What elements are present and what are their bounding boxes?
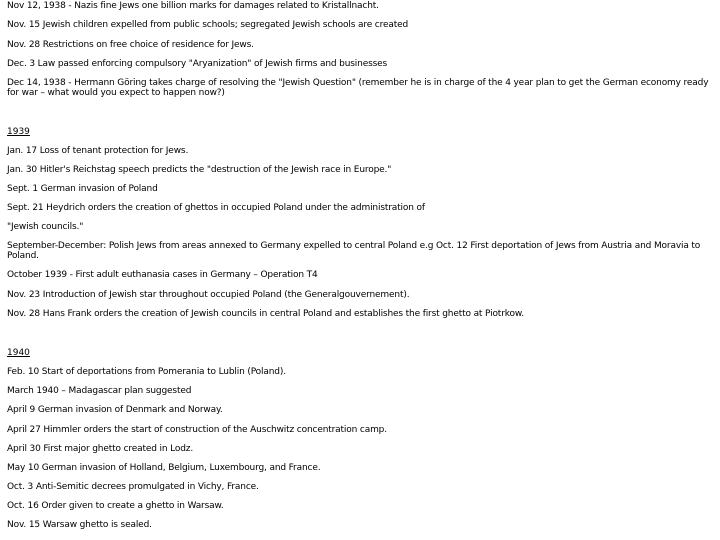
timeline-entry: Nov 12, 1938 - Nazis fine Jews one billion marks for damages related to Kristallnacht.: [7, 1, 379, 11]
timeline-entry: Feb. 10 Start of deportations from Pomerania to Lublin (Poland).: [7, 367, 286, 377]
timeline-entry: Sept. 1 German invasion of Poland: [7, 184, 158, 194]
timeline-entry: Nov. 15 Warsaw ghetto is sealed.: [7, 520, 152, 530]
timeline-entry: May 10 German invasion of Holland, Belgium, Luxembourg, and France.: [7, 463, 321, 473]
timeline-entry: Nov. 28 Restrictions on free choice of residence for Jews.: [7, 40, 254, 50]
timeline-entry: Dec. 3 Law passed enforcing compulsory "Aryanization" of Jewish firms and businesses: [7, 59, 388, 69]
timeline-entry: Oct. 3 Anti-Semitic decrees promulgated in Vichy, France.: [7, 482, 259, 492]
timeline-entry: Oct. 16 Order given to create a ghetto in Warsaw.: [7, 501, 224, 511]
timeline-entry: October 1939 - First adult euthanasia cases in Germany – Operation T4: [7, 270, 318, 280]
timeline-entry: Jan. 30 Hitler's Reichstag speech predicts the "destruction of the Jewish race in Europe.": [7, 165, 392, 175]
timeline-entry: "Jewish councils.": [7, 222, 84, 232]
timeline-entry: April 27 Himmler orders the start of construction of the Auschwitz concentration camp.: [7, 425, 387, 435]
timeline-entry: March 1940 – Madagascar plan suggested: [7, 386, 192, 396]
timeline-entry: September-December: Polish Jews from areas annexed to Germany expelled to central Poland e.g Oct. 12 First deportation of Jews from Austria and Moravia to Poland.: [7, 241, 701, 261]
timeline-entry: April 9 German invasion of Denmark and Norway.: [7, 405, 223, 415]
timeline-entry: Dec 14, 1938 - Hermann Göring takes charge of resolving the "Jewish Question" (remember he is in charge of the 4 year plan to get the German economy ready for war – what would you expect to happen now?): [7, 78, 709, 98]
timeline-entry: Jan. 17 Loss of tenant protection for Jews.: [7, 146, 189, 156]
year-heading-1939: 1939: [7, 127, 30, 137]
timeline-entry: Nov. 23 Introduction of Jewish star throughout occupied Poland (the Generalgouvernement).: [7, 290, 410, 300]
year-heading-1940: 1940: [7, 348, 30, 358]
timeline-entry: Sept. 21 Heydrich orders the creation of ghettos in occupied Poland under the administration of: [7, 203, 425, 213]
timeline-entry: Nov. 15 Jewish children expelled from public schools; segregated Jewish schools are created: [7, 20, 409, 30]
timeline-entry: Nov. 28 Hans Frank orders the creation of Jewish councils in central Poland and establishes the first ghetto at Piotrkow.: [7, 309, 524, 319]
timeline-entry: April 30 First major ghetto created in Lodz.: [7, 444, 194, 454]
